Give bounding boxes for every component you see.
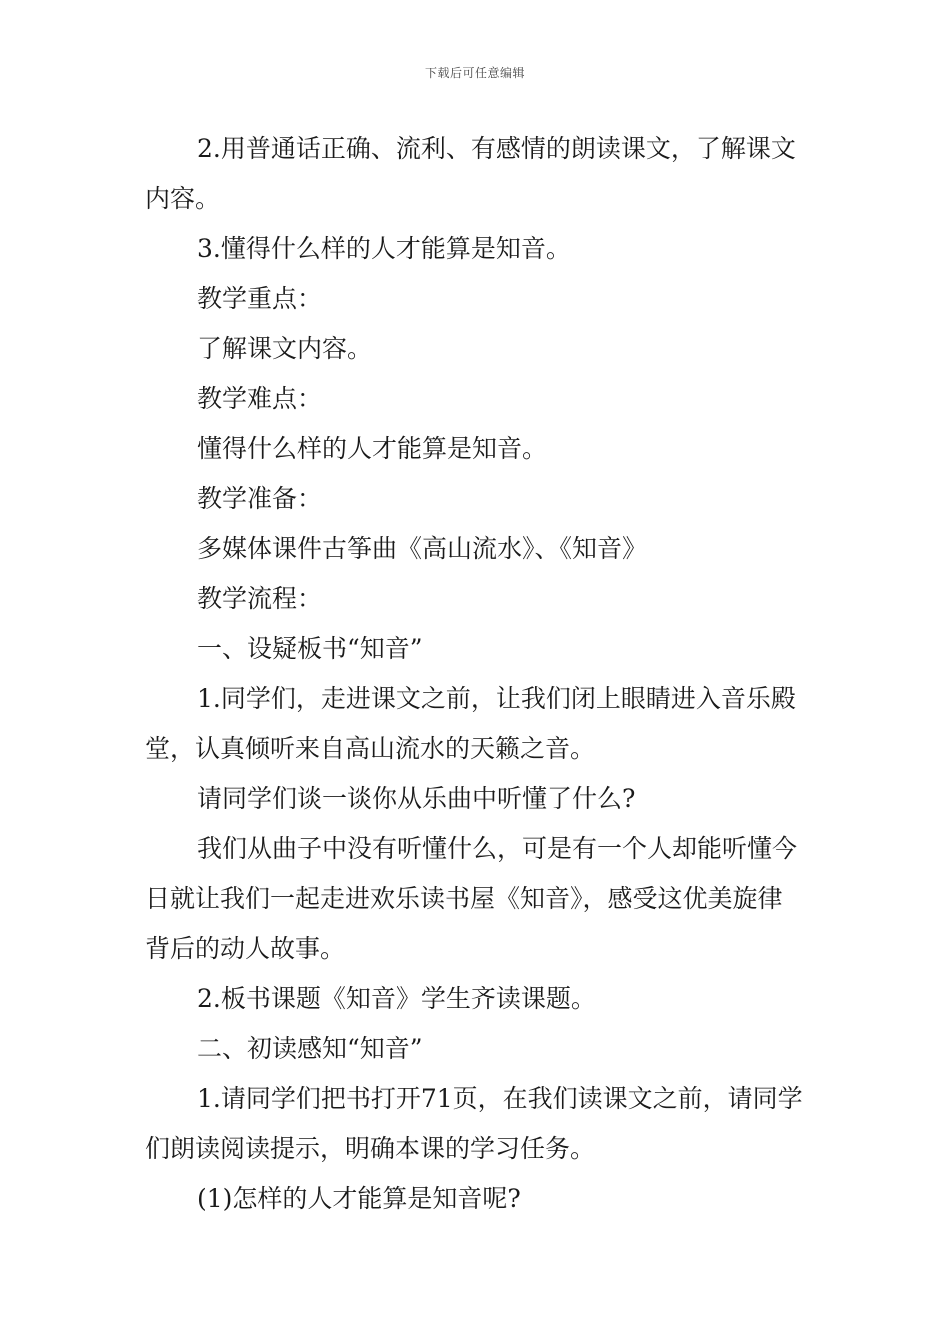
heading-process: 教学流程：	[197, 584, 323, 613]
paragraph-step-2-1: 1.请同学们把书打开71页，在我们读课文之前，请同学们朗读阅读提示，明确本课的学习任务。	[145, 1084, 803, 1163]
heading-preparation: 教学准备：	[197, 484, 323, 513]
heading-difficulties: 教学难点：	[197, 384, 323, 413]
paragraph-step-1-2: 2.板书课题《知音》学生齐读课题。	[197, 984, 596, 1013]
paragraph-subquestion-1: (1)怎样的人才能算是知音呢?	[197, 1184, 521, 1213]
paragraph-objective-2: 2.用普通话正确、流利、有感情的朗读课文，了解课文内容。	[145, 134, 796, 213]
document-body	[145, 124, 807, 1224]
paragraph-story-intro: 我们从曲子中没有听懂什么，可是有一个人却能听懂今日就让我们一起走进欢乐读书屋《知音》，感受这优美旋律背后的动人故事。	[145, 834, 798, 963]
header-note: 下载后可任意编辑	[424, 66, 525, 80]
paragraph-step-1-1: 1.同学们，走进课文之前，让我们闭上眼睛进入音乐殿堂，认真倾听来自高山流水的天籁之音。	[145, 684, 796, 763]
section-heading-2: 二、初读感知“知音”	[197, 1034, 423, 1063]
heading-key-points: 教学重点：	[197, 284, 323, 313]
paragraph-difficulties: 懂得什么样的人才能算是知音。	[197, 434, 548, 463]
paragraph-key-points: 了解课文内容。	[197, 334, 373, 363]
paragraph-question: 请同学们谈一谈你从乐曲中听懂了什么?	[197, 784, 636, 813]
paragraph-preparation: 多媒体课件古筝曲《高山流水》、《知音》	[197, 534, 648, 563]
section-heading-1: 一、设疑板书“知音”	[197, 634, 423, 663]
paragraph-objective-3: 3.懂得什么样的人才能算是知音。	[197, 234, 571, 263]
